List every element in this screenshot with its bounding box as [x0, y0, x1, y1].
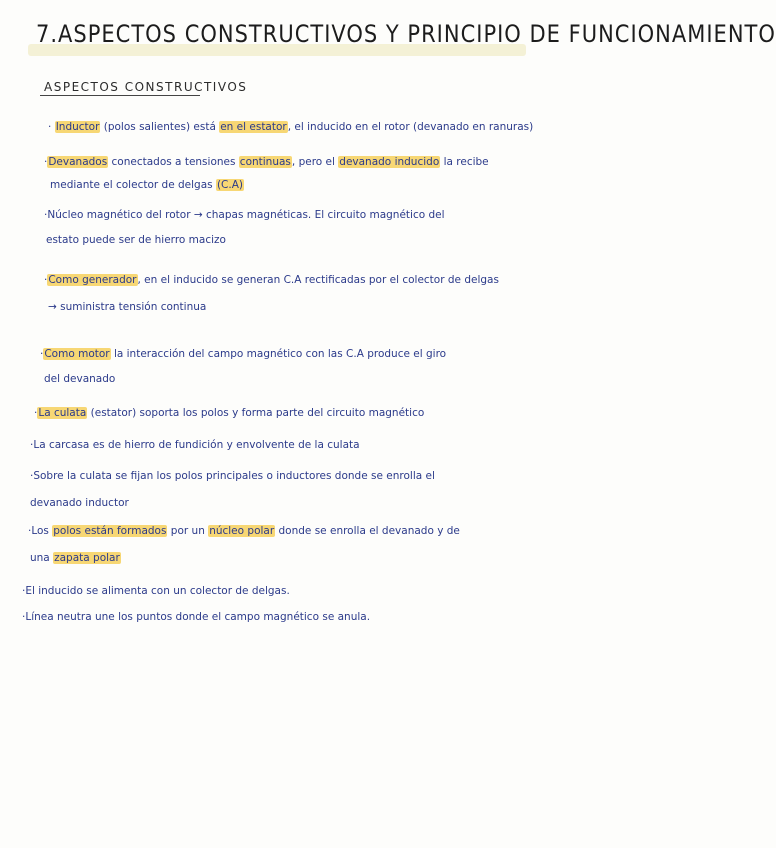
- note-text: la interacción del campo magnético con las C.A produce el giro: [110, 348, 447, 360]
- highlighted-text: La culata: [38, 407, 87, 419]
- highlighted-text: continuas: [239, 156, 291, 168]
- note-line: [30, 496, 129, 510]
- note-text: ·: [34, 407, 38, 419]
- note-line: [44, 372, 115, 386]
- highlighted-text: zapata polar: [54, 552, 120, 564]
- note-text: devanado inductor: [30, 497, 129, 509]
- note-text: ·: [44, 156, 48, 168]
- note-text: donde se enrolla el devanado y de: [275, 525, 460, 537]
- note-text: (polos salientes) está: [100, 121, 220, 133]
- note-line: [22, 584, 290, 598]
- note-text: por un: [167, 525, 209, 537]
- note-line: [30, 438, 360, 452]
- note-line: [44, 273, 499, 287]
- note-line: [22, 610, 370, 624]
- highlighted-text: Como motor: [44, 348, 110, 360]
- note-text: la recibe: [440, 156, 489, 168]
- note-text: del devanado: [44, 373, 116, 385]
- section-subtitle: ASPECTOS CONSTRUCTIVOS: [44, 80, 248, 94]
- subtitle-underline: [40, 95, 200, 96]
- note-text: una: [30, 552, 54, 564]
- note-text: (estator) soporta los polos y forma parte del circuito magnético: [87, 407, 425, 419]
- note-text: conectados a tensiones: [108, 156, 239, 168]
- note-line: [40, 347, 446, 361]
- note-text: estato puede ser de hierro macizo: [46, 234, 226, 246]
- note-line: [30, 469, 435, 483]
- note-text: ·Sobre la culata se fijan los polos principales o inductores donde se enrolla el: [30, 470, 435, 482]
- note-text: , en el inducido se generan C.A rectificadas por el colector de delgas: [137, 274, 499, 286]
- note-text: ·La carcasa es de hierro de fundición y envolvente de la culata: [30, 439, 360, 451]
- highlighted-text: (C.A): [216, 179, 243, 191]
- highlighted-text: devanado inducido: [339, 156, 440, 168]
- highlighted-text: núcleo polar: [209, 525, 275, 537]
- highlighted-text: polos están formados: [53, 525, 167, 537]
- note-text: , el inducido en el rotor (devanado en ranuras): [287, 121, 534, 133]
- note-line: [30, 551, 121, 565]
- note-line: [50, 178, 244, 192]
- highlighted-text: Inductor: [55, 121, 100, 133]
- page-title: 7.ASPECTOS CONSTRUCTIVOS Y PRINCIPIO DE FUNCIONAMIENTO: [36, 20, 776, 48]
- note-line: [48, 120, 533, 134]
- note-text: ·Los: [28, 525, 53, 537]
- note-text: ·: [40, 348, 44, 360]
- note-text: , pero el: [291, 156, 339, 168]
- highlighted-text: Devanados: [48, 156, 108, 168]
- highlighted-text: Como generador: [48, 274, 137, 286]
- note-text: mediante el colector de delgas: [50, 179, 216, 191]
- highlighted-text: en el estator: [220, 121, 287, 133]
- note-line: [34, 406, 424, 420]
- note-line: [28, 524, 460, 538]
- note-line: [48, 300, 206, 314]
- note-text: ·Línea neutra une los puntos donde el campo magnético se anula.: [22, 611, 371, 623]
- note-line: [46, 233, 226, 247]
- note-text: ·El inducido se alimenta con un colector de delgas.: [22, 585, 290, 597]
- note-line: [44, 208, 445, 222]
- note-text: ·: [44, 274, 48, 286]
- note-text: → suministra tensión continua: [48, 301, 207, 313]
- note-text: ·Núcleo magnético del rotor → chapas magnéticas. El circuito magnético del: [44, 209, 445, 221]
- note-text: ·: [48, 121, 55, 133]
- note-line: [44, 155, 489, 169]
